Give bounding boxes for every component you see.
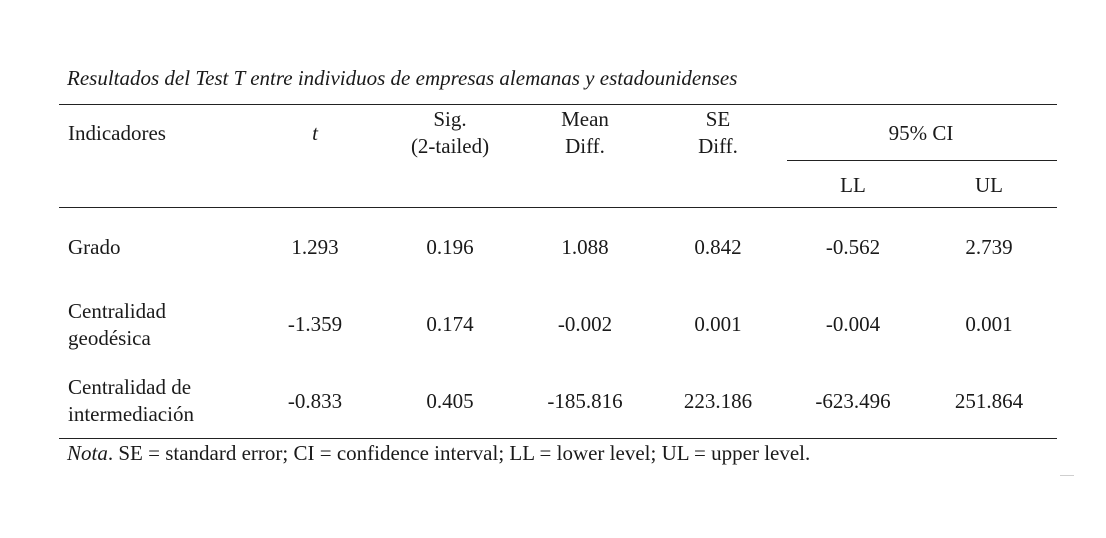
header-sig-line2: (2-tailed) (410, 134, 490, 158)
header-ci: 95% CI (888, 121, 954, 145)
cell-ul: 2.739 (965, 235, 1013, 259)
header-ul: UL (975, 173, 1003, 197)
header-ll: LL (840, 173, 866, 197)
row-label-line2: intermediación (68, 402, 194, 426)
row-label-line1: Centralidad de (68, 375, 192, 399)
header-mean-line2: Diff. (565, 134, 605, 158)
cell-mean-diff: -0.002 (557, 312, 613, 336)
row-label-line2: geodésica (68, 326, 151, 350)
note-label: Nota (67, 441, 108, 465)
header-se-line2: Diff. (698, 134, 738, 158)
cell-sig: 0.196 (426, 235, 474, 259)
cell-se-diff: 223.186 (683, 389, 753, 413)
top-rule (59, 104, 1057, 105)
header-t: t (312, 121, 318, 145)
bottom-rule (59, 438, 1057, 439)
cell-ll: -0.562 (825, 235, 881, 259)
table-caption: Resultados del Test T entre individuos de empresas alemanas y estadounidenses (67, 66, 738, 90)
cell-ul: 0.001 (965, 312, 1013, 336)
cell-ll: -623.496 (815, 389, 891, 413)
header-se-line1: SE (705, 107, 731, 131)
cell-t: -0.833 (287, 389, 343, 413)
header-bottom-rule (59, 207, 1057, 208)
cell-t: -1.359 (287, 312, 343, 336)
ci-spanner-rule (787, 160, 1057, 161)
table-note (67, 441, 810, 466)
header-mean-line1: Mean (561, 107, 609, 131)
cell-sig: 0.405 (426, 389, 474, 413)
row-label-line1: Centralidad (68, 299, 166, 323)
cell-se-diff: 0.842 (694, 235, 742, 259)
cell-ll: -0.004 (825, 312, 881, 336)
cell-mean-diff: -185.816 (547, 389, 623, 413)
cell-sig: 0.174 (426, 312, 474, 336)
cell-se-diff: 0.001 (694, 312, 742, 336)
cell-t: 1.293 (291, 235, 339, 259)
note-text: . SE = standard error; CI = confidence interval; LL = lower level; UL = upper level. (107, 441, 811, 465)
header-sig-line1: Sig. (433, 107, 467, 131)
stray-line-mark (1060, 475, 1074, 476)
row-label: Grado (68, 235, 121, 259)
cell-mean-diff: 1.088 (561, 235, 609, 259)
header-indicadores: Indicadores (68, 121, 166, 145)
cell-ul: 251.864 (954, 389, 1024, 413)
